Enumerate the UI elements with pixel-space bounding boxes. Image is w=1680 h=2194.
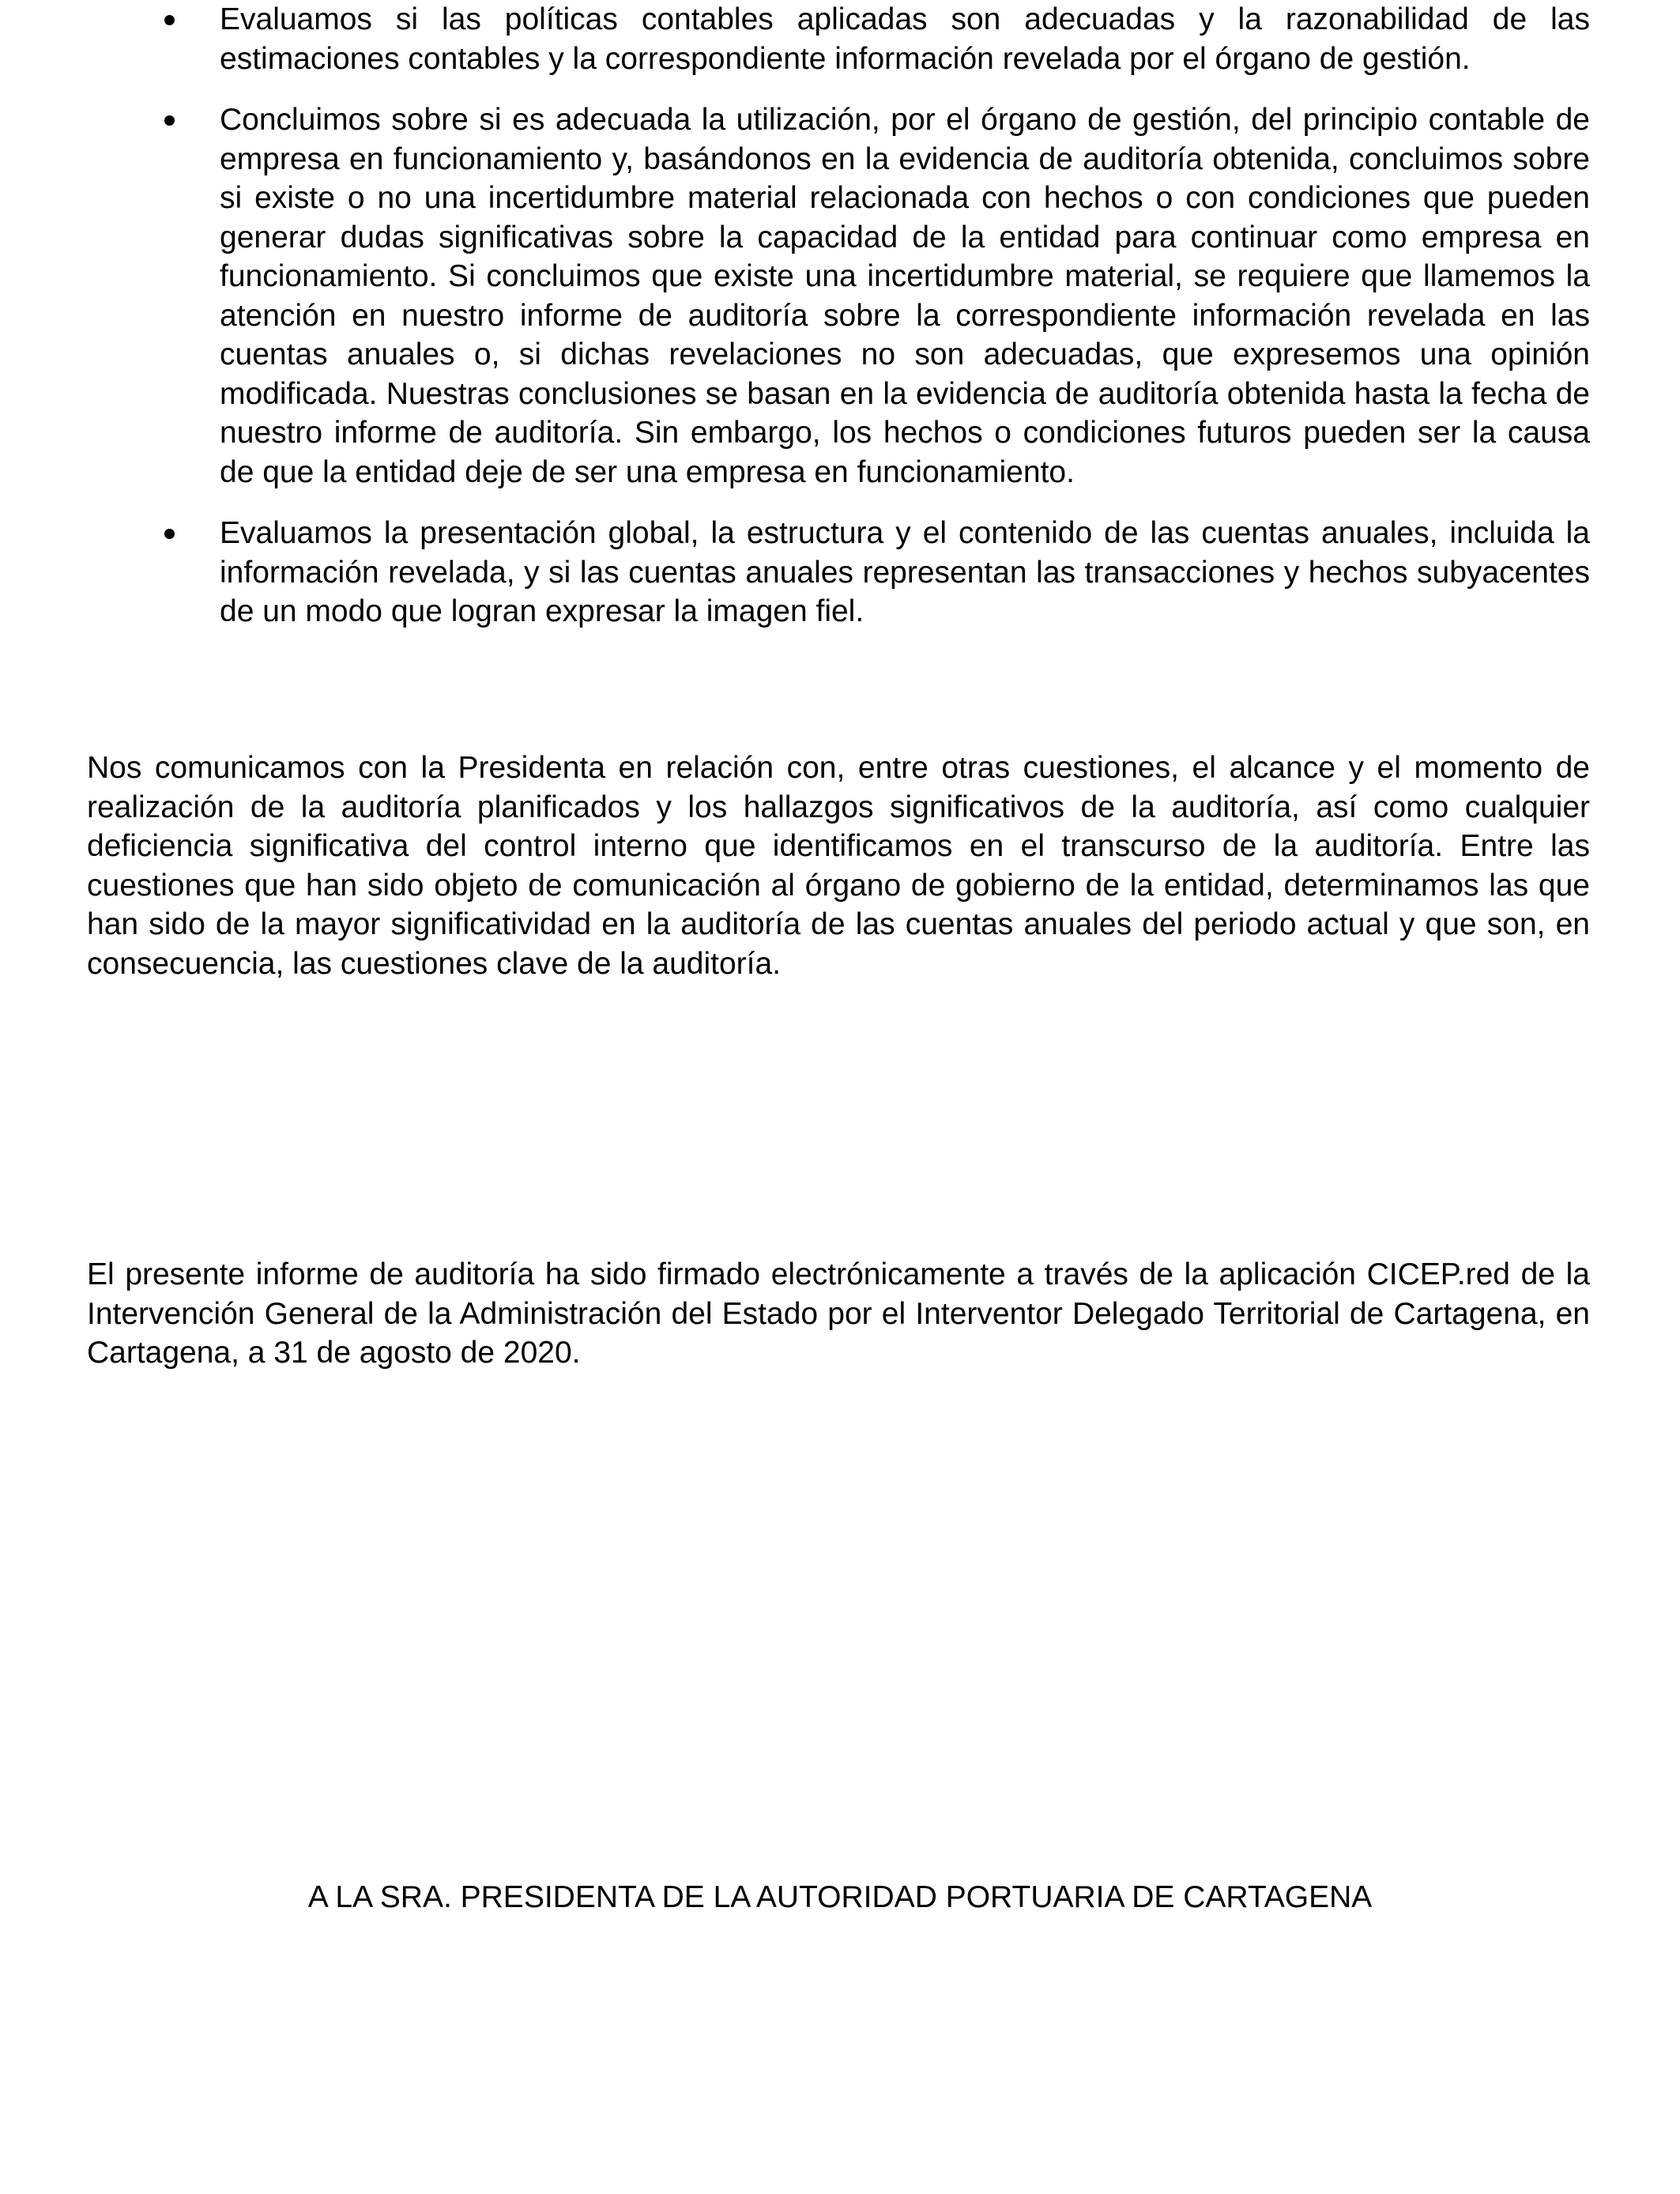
addressee-text: A LA SRA. PRESIDENTA DE LA AUTORIDAD PORTUARIA DE CARTAGENA bbox=[307, 1880, 1373, 1914]
bullet-text: Concluimos sobre si es adecuada la utilización, por el órgano de gestión, del principio contable de empresa en funcionamiento y, basándonos en la evidencia de auditoría obtenida, concluimos sobre si existe o no una incertidumbre material relacionada con hechos o con condiciones que pueden generar dudas significativas sobre la capacidad de la entidad para continuar como empresa en funcionamiento. Si concluimos que existe una incertidumbre material, se requiere que llamemos la atención en nuestro informe de auditoría sobre la correspondiente información revelada en las cuentas anuales o, si dichas revelaciones no son adecuadas, que expresemos una opinión modificada. Nuestras conclusiones se basan en la evidencia de auditoría obtenida hasta la fecha de nuestro informe de auditoría. Sin embargo, los hechos o condiciones futuros pueden ser la causa de que la entidad deje de ser una empresa en funcionamiento. bbox=[220, 103, 1590, 489]
bullet-item-accounting-policies bbox=[158, 0, 1590, 78]
bullet-item-overall-presentation bbox=[158, 514, 1590, 631]
bullet-text: Evaluamos la presentación global, la estructura y el contenido de las cuentas anuales, incluida la información revelada, y si las cuentas anuales representan las transacciones y hechos subyacentes de un modo que logran expresar la imagen fiel. bbox=[220, 516, 1590, 628]
bullet-text: Evaluamos si las políticas contables aplicadas son adecuadas y la razonabilidad de las estimaciones contables y la correspondiente información revelada por el órgano de gestión. bbox=[220, 2, 1590, 76]
bullet-item-going-concern bbox=[158, 100, 1590, 492]
bullet-icon bbox=[164, 15, 175, 25]
communication-paragraph: Nos comunicamos con la Presidenta en relación con, entre otras cuestiones, el alcance y el momento de realización de la auditoría planificados y los hallazgos significativos de la auditoría, así como cualquier deficiencia significativa del control interno que identificamos en el transcurso de la auditoría. Entre las cuestiones que han sido objeto de comunicación al órgano de gobierno de la entidad, determinamos las que han sido de la mayor significatividad en la auditoría de las cuentas anuales del periodo actual y que son, en consecuencia, las cuestiones clave de la auditoría. bbox=[87, 751, 1590, 981]
signature-paragraph: El presente informe de auditoría ha sido firmado electrónicamente a través de la aplicación CICEP.red de la Intervención General de la Administración del Estado por el Interventor Delegado Territorial de Cartagena, en Cartagena, a 31 de agosto de 2020. bbox=[87, 1257, 1590, 1370]
addressee-line bbox=[0, 1878, 1680, 1917]
bullet-icon bbox=[164, 529, 175, 539]
bullet-icon bbox=[164, 115, 175, 126]
procedures-bullet-list bbox=[158, 0, 1590, 654]
